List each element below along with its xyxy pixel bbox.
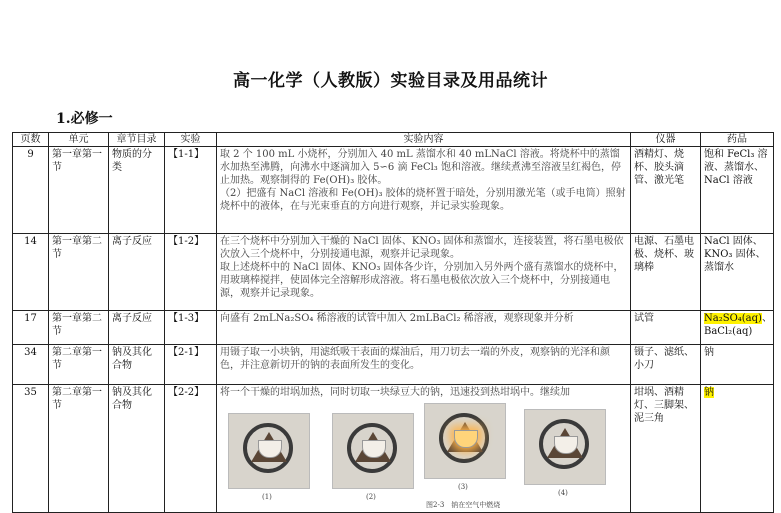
photo-caption: (3) bbox=[458, 483, 468, 491]
unit-cell: 第一章第二节 bbox=[49, 234, 109, 311]
content-paragraph: 将一个干燥的坩埚加热，同时切取一块绿豆大的钠，迅速投到热坩埚中。继续加 bbox=[220, 387, 570, 398]
content-paragraph: 向盛有 2mLNa₂SO₄ 稀溶液的试管中加入 2mLBaCl₂ 稀溶液，观察现象并分析 bbox=[220, 313, 574, 324]
col-header-unit: 单元 bbox=[49, 133, 109, 147]
table-row bbox=[13, 311, 774, 345]
section-heading: 1.必修一 bbox=[56, 111, 113, 127]
experiment-cell: 【2-2】 bbox=[165, 385, 217, 513]
photo-caption: (2) bbox=[366, 493, 376, 501]
experiment-cell: 【1-3】 bbox=[165, 311, 217, 345]
content-cell bbox=[217, 345, 631, 385]
figure-caption: 图2-3 钠在空气中燃烧 bbox=[426, 501, 501, 509]
photo-caption: (1) bbox=[262, 493, 272, 501]
experiment-cell: 【1-2】 bbox=[165, 234, 217, 311]
content-paragraph: （2）把盛有 NaCl 溶液和 Fe(OH)₃ 胶体的烧杯置于暗处，分别用激光笔（或手电筒）照射烧杯中的液体，在与光束垂直的方向进行观察，并记录实验现象。 bbox=[220, 188, 626, 212]
reagent-text: 、BaCl₂(aq) bbox=[704, 313, 772, 337]
highlighted-reagent: Na₂SO₄(aq) bbox=[704, 313, 762, 324]
sodium-combustion-figure bbox=[220, 403, 627, 511]
col-header-reagents: 药品 bbox=[701, 133, 774, 147]
page-cell: 17 bbox=[13, 311, 49, 345]
content-paragraph: 在三个烧杯中分别加入干燥的 NaCl 固体、KNO₃ 固体和蒸馏水，连接装置，将石墨电极依次放入三个烧杯中，分别接通电源，观察并记录现象。 bbox=[220, 236, 624, 260]
content-cell bbox=[217, 385, 631, 513]
page-cell: 9 bbox=[13, 147, 49, 234]
table-row bbox=[13, 147, 774, 234]
reagents-cell: NaCl 固体、KNO₃ 固体、蒸馏水 bbox=[701, 234, 774, 311]
table-header-row bbox=[13, 133, 774, 147]
col-header-experiment: 实验 bbox=[165, 133, 217, 147]
content-paragraph: 用镊子取一小块钠，用滤纸吸干表面的煤油后，用刀切去一端的外皮，观察钠的光泽和颜色，并注意新切开的钠的表面所发生的变化。 bbox=[220, 347, 610, 371]
content-paragraph: 取 2 个 100 mL 小烧杯，分别加入 40 mL 蒸馏水和 40 mLNaCl 溶液。将烧杯中的蒸馏水加热至沸腾，向沸水中逐滴加入 5∽6 滴 FeCl₃ 饱和溶液。继续煮沸至溶液呈红褐色，停止加热。观察制得的 Fe(OH)₃ 胶体。 bbox=[220, 149, 621, 186]
content-cell bbox=[217, 147, 631, 234]
page-title: 高一化学（人教版）实验目录及用品统计 bbox=[233, 71, 548, 91]
col-header-page: 页数 bbox=[13, 133, 49, 147]
chapter-cell: 离子反应 bbox=[109, 311, 165, 345]
content-cell bbox=[217, 234, 631, 311]
highlighted-reagent: 钠 bbox=[704, 387, 714, 398]
instruments-cell: 酒精灯、烧杯、胶头滴管、激光笔 bbox=[631, 147, 701, 234]
chapter-cell: 离子反应 bbox=[109, 234, 165, 311]
content-paragraph: 取上述烧杯中的 NaCl 固体、KNO₃ 固体各少许，分别加入另外两个盛有蒸馏水的烧杯中，用玻璃棒搅拌，使固体完全溶解形成溶液。将石墨电极依次放入三个烧杯中，分别接通电源，观察并记录现象。 bbox=[220, 262, 624, 299]
experiment-cell: 【1-1】 bbox=[165, 147, 217, 234]
instruments-cell: 镊子、滤纸、小刀 bbox=[631, 345, 701, 385]
unit-cell: 第二章第一节 bbox=[49, 345, 109, 385]
col-header-chapter: 章节目录 bbox=[109, 133, 165, 147]
experiment-table bbox=[12, 132, 774, 513]
col-header-instruments: 仪器 bbox=[631, 133, 701, 147]
experiment-cell: 【2-1】 bbox=[165, 345, 217, 385]
unit-cell: 第二章第一节 bbox=[49, 385, 109, 513]
crucible-photo bbox=[228, 413, 310, 489]
photo-caption: (4) bbox=[558, 489, 568, 497]
reagents-cell bbox=[701, 385, 774, 513]
instruments-cell: 试管 bbox=[631, 311, 701, 345]
page-cell: 34 bbox=[13, 345, 49, 385]
instruments-cell: 电源、石墨电极、烧杯、玻璃棒 bbox=[631, 234, 701, 311]
crucible-photo bbox=[524, 409, 606, 485]
chapter-cell: 物质的分类 bbox=[109, 147, 165, 234]
reagents-cell bbox=[701, 311, 774, 345]
crucible-photo bbox=[424, 403, 506, 479]
table-row bbox=[13, 385, 774, 513]
unit-cell: 第一章第二节 bbox=[49, 311, 109, 345]
chapter-cell: 钠及其化合物 bbox=[109, 385, 165, 513]
reagents-cell: 饱和 FeCl₃ 溶液、蒸馏水、NaCl 溶液 bbox=[701, 147, 774, 234]
chapter-cell: 钠及其化合物 bbox=[109, 345, 165, 385]
page-cell: 14 bbox=[13, 234, 49, 311]
col-header-content: 实验内容 bbox=[217, 133, 631, 147]
crucible-photo bbox=[332, 413, 414, 489]
unit-cell: 第一章第一节 bbox=[49, 147, 109, 234]
table-row bbox=[13, 345, 774, 385]
table-row bbox=[13, 234, 774, 311]
page-cell: 35 bbox=[13, 385, 49, 513]
instruments-cell: 坩埚、酒精灯、三脚架、泥三角 bbox=[631, 385, 701, 513]
reagents-cell: 钠 bbox=[701, 345, 774, 385]
content-cell bbox=[217, 311, 631, 345]
